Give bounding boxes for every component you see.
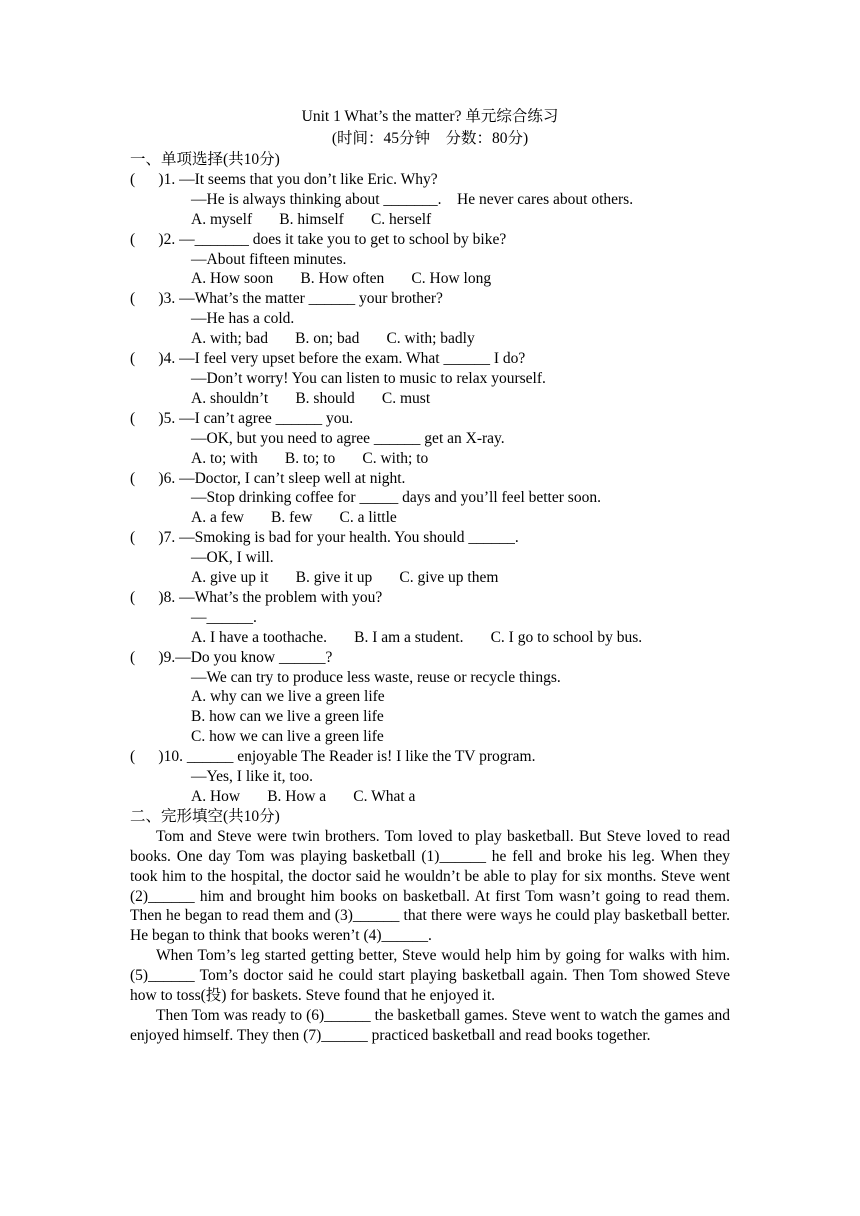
- worksheet-subtitle: (时间：45分钟 分数：80分): [331, 130, 529, 147]
- question-9-line: B. how can we live a green life: [191, 708, 384, 726]
- question-4-line: A. shouldn’t B. should C. must: [191, 389, 431, 407]
- question-7-stem: ( )7. —Smoking is bad for your health. You should ______.: [130, 529, 519, 547]
- question-10-stem: ( )10. ______ enjoyable The Reader is! I like the TV program.: [130, 748, 536, 766]
- question-8-line: A. I have a toothache. B. I am a student. C. I go to school by bus.: [191, 628, 643, 646]
- question-3-line: —He has a cold.: [191, 310, 295, 328]
- question-1-line: A. myself B. himself C. herself: [191, 210, 432, 228]
- question-1-line: —He is always thinking about _______. He never cares about others.: [191, 190, 634, 208]
- section-2-heading: 二、完形填空(共10分): [130, 807, 280, 825]
- passage-paragraph: Then Tom was ready to (6)______ the basketball games. Steve went to watch the games and enjoyed himself. They then (7)______ practiced basketball and read books together.: [130, 1006, 730, 1044]
- question-9-stem: ( )9.—Do you know ______?: [130, 648, 333, 666]
- passage-paragraph: When Tom’s leg started getting better, Steve would help him by going for walks with him. (5)______ Tom’s doctor said he could start playing basketball again. Then Tom showed Steve how to toss(投) for baskets. Steve found that he enjoyed it.: [130, 947, 730, 1005]
- question-4-line: —Don’t worry! You can listen to music to relax yourself.: [191, 369, 546, 387]
- cloze-passage: [130, 827, 730, 1046]
- question-3-stem: ( )3. —What’s the matter ______ your brother?: [130, 290, 443, 308]
- question-2-line: —About fifteen minutes.: [191, 250, 347, 268]
- question-5-line: A. to; with B. to; to C. with; to: [191, 449, 429, 467]
- question-10-line: —Yes, I like it, too.: [191, 768, 314, 786]
- question-5-stem: ( )5. —I can’t agree ______ you.: [130, 409, 354, 427]
- question-5-line: —OK, but you need to agree ______ get an X-ray.: [191, 429, 505, 447]
- question-2-stem: ( )2. —_______ does it take you to get to school by bike?: [130, 230, 507, 248]
- question-9-line: A. why can we live a green life: [191, 688, 385, 706]
- question-10-line: A. How B. How a C. What a: [191, 788, 416, 805]
- passage-paragraph: Tom and Steve were twin brothers. Tom loved to play basketball. But Steve loved to read books. One day Tom was playing basketball (1)______ he fell and broke his leg. When they took him to the hospital, the doctor said he wouldn’t be able to play for six months. Steve went (2)______ him and brought him books on basketball. At first Tom wasn’t going to read them. Then he began to read them and (3)______ that there were ways he could play basketball better. He began to think that books weren’t (4)______.: [130, 827, 730, 945]
- question-8-line: —______.: [191, 608, 257, 626]
- question-list: [130, 170, 730, 807]
- question-9-line: C. how we can live a green life: [191, 728, 384, 746]
- worksheet-title: Unit 1 What’s the matter? 单元综合练习: [301, 108, 559, 125]
- question-6-line: A. a few B. few C. a little: [191, 509, 397, 527]
- question-2-line: A. How soon B. How often C. How long: [191, 270, 492, 288]
- worksheet-page: [130, 106, 730, 1046]
- question-7-line: A. give up it B. give it up C. give up them: [191, 569, 499, 587]
- question-6-stem: ( )6. —Doctor, I can’t sleep well at night.: [130, 469, 406, 487]
- question-9-line: —We can try to produce less waste, reuse or recycle things.: [191, 668, 561, 686]
- question-6-line: —Stop drinking coffee for _____ days and you’ll feel better soon.: [191, 489, 601, 507]
- question-3-line: A. with; bad B. on; bad C. with; badly: [191, 330, 475, 348]
- section-1-heading: 一、单项选择(共10分): [130, 151, 280, 168]
- question-8-stem: ( )8. —What’s the problem with you?: [130, 588, 383, 606]
- question-4-stem: ( )4. —I feel very upset before the exam. What ______ I do?: [130, 350, 526, 368]
- question-7-line: —OK, I will.: [191, 549, 274, 567]
- question-1-stem: ( )1. —It seems that you don’t like Eric. Why?: [130, 170, 438, 188]
